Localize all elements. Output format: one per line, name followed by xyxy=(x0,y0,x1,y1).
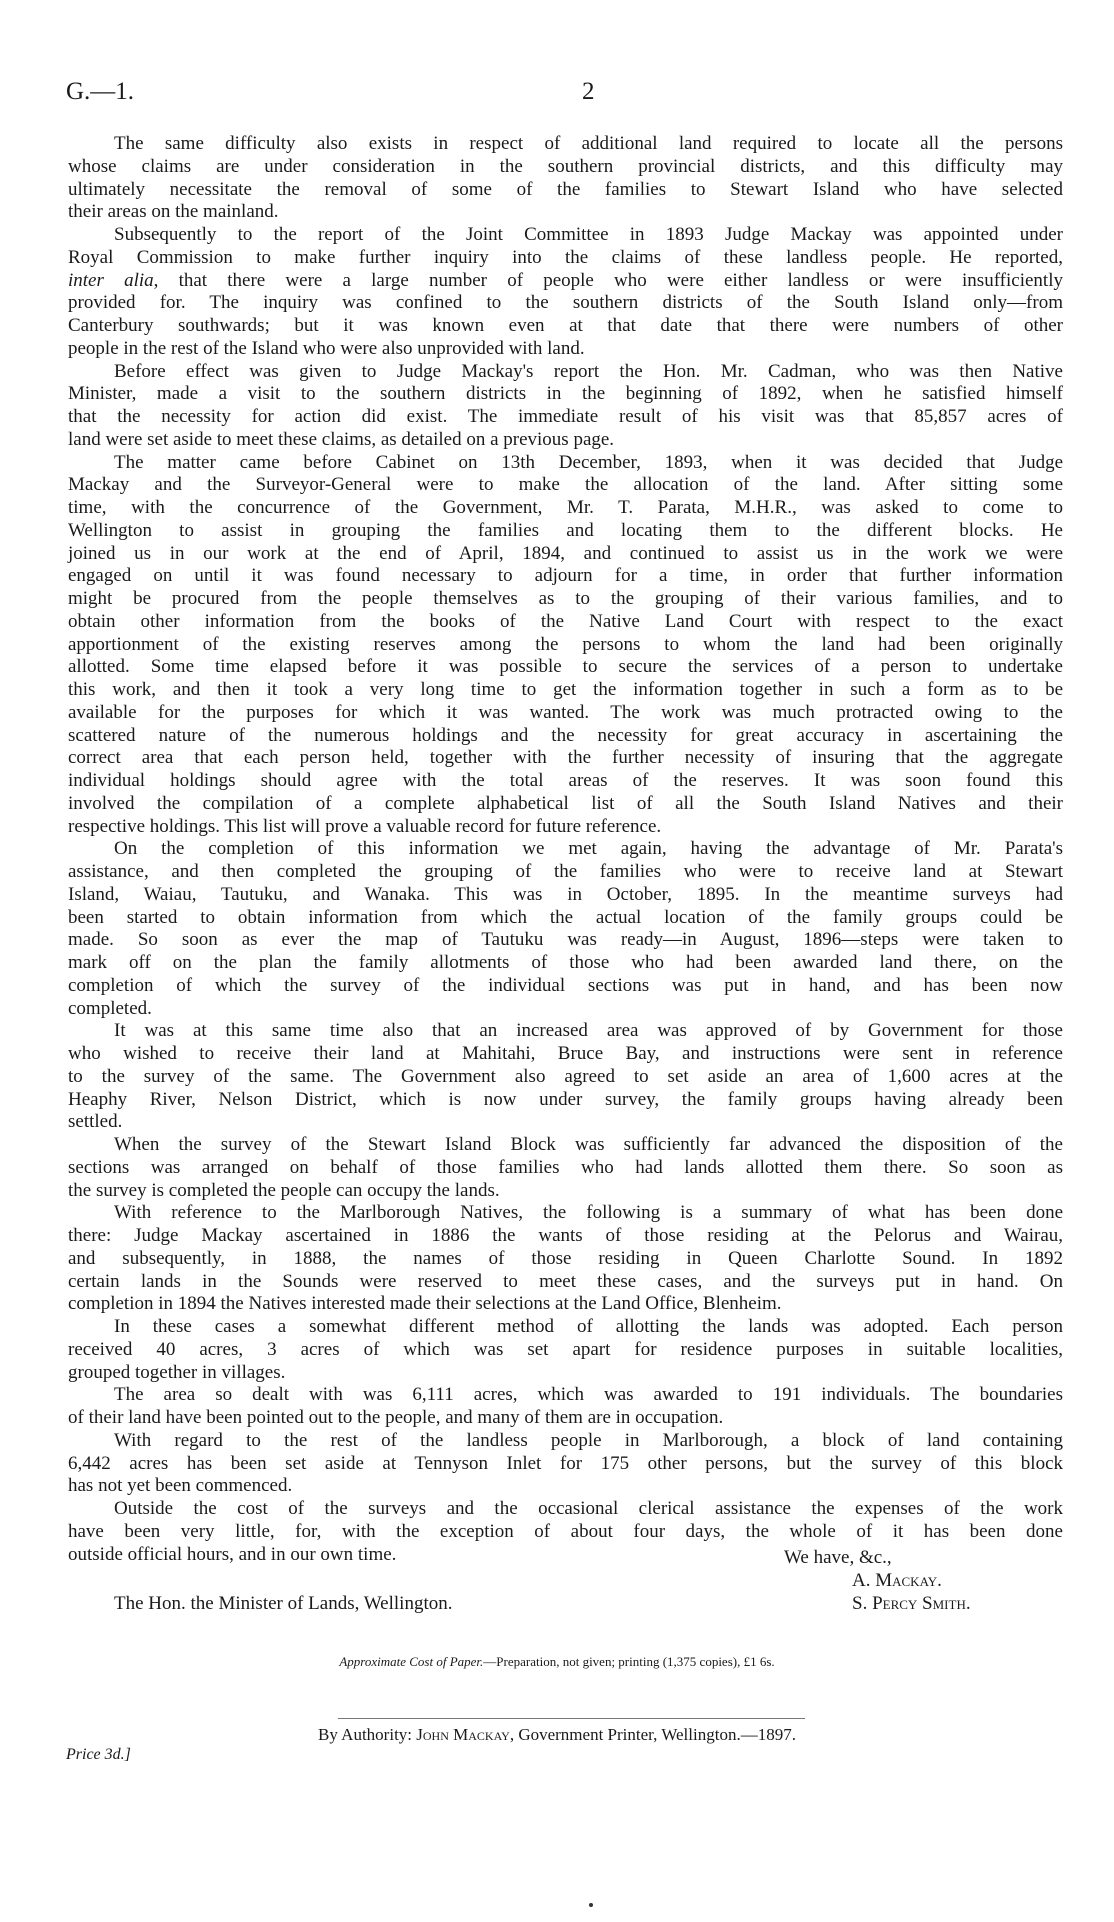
text-line: The same difficulty also exists in respect of additional land required to locate all the persons xyxy=(114,133,1063,154)
text-line: settled. xyxy=(68,1111,123,1133)
text-line: might be procured from the people themselves as to the grouping of their various families, and to xyxy=(68,588,1063,609)
text-line: who wished to receive their land at Mahitahi, Bruce Bay, and instructions were sent in reference xyxy=(68,1043,1063,1064)
text-line: The area so dealt with was 6,111 acres, which was awarded to 191 individuals. The boundaries xyxy=(114,1384,1063,1406)
text-line: there: Judge Mackay ascertained in 1886 the wants of those residing at the Pelorus and Wairau, xyxy=(68,1225,1063,1246)
text-line: Subsequently to the report of the Joint Committee in 1893 Judge Mackay was appointed under xyxy=(114,224,1063,245)
paragraph xyxy=(68,452,1063,839)
text-line: Island, Waiau, Tautuku, and Wanaka. This was in October, 1895. In the meantime surveys had xyxy=(68,883,1063,905)
text-line xyxy=(68,270,1063,293)
paragraph xyxy=(68,1020,1063,1134)
paragraph xyxy=(68,1384,1063,1430)
text-line: the survey is completed the people can occupy the lands. xyxy=(68,1179,500,1201)
footer-rule xyxy=(338,1718,805,1719)
signatory-s-percy-smith: S. Percy Smith. xyxy=(852,1593,971,1614)
text-line: provided for. The inquiry was confined to the southern districts of the South Island only—from xyxy=(68,292,1063,314)
text-line: When the survey of the Stewart Island Block was sufficiently far advanced the disposition of the xyxy=(114,1134,1063,1155)
paragraph xyxy=(68,1202,1063,1316)
paragraph xyxy=(68,1430,1063,1498)
text-line: this work, and then it took a very long time to get the information together in such a form as to be xyxy=(68,679,1063,700)
text-line: Royal Commission to make further inquiry into the claims of these landless people. He reported, xyxy=(68,246,1063,268)
text-line: outside official hours, and in our own time. xyxy=(68,1543,397,1565)
text-line: mark off on the plan the family allotments of those who had been awarded land there, on the xyxy=(68,952,1063,973)
price: Price 3d.] xyxy=(66,1746,131,1763)
page-number: 2 xyxy=(582,78,595,105)
text-line: available for the purposes for which it was wanted. The work was much protracted owing to the xyxy=(68,701,1063,723)
signatory-a-mackay: A. Mackay. xyxy=(852,1570,942,1591)
printer-name: John Mackay xyxy=(416,1725,510,1744)
text-line: scattered nature of the numerous holdings and the necessity for great accuracy in ascertaining the xyxy=(68,724,1063,746)
text-line: Minister, made a visit to the southern districts in the beginning of 1892, when he satisfied himself xyxy=(68,383,1063,405)
text-line: have been very little, for, with the exception of about four days, the whole of it has been done xyxy=(68,1520,1063,1542)
text-line: Before effect was given to Judge Mackay's report the Hon. Mr. Cadman, who was then Native xyxy=(114,360,1063,382)
text-line: received 40 acres, 3 acres of which was set apart for residence purposes in suitable localities, xyxy=(68,1338,1063,1360)
valediction: We have, &c., xyxy=(784,1547,892,1568)
text-line: The matter came before Cabinet on 13th December, 1893, when it was decided that Judge xyxy=(114,451,1063,473)
text-line: certain lands in the Sounds were reserved to meet these cases, and the surveys put in hand. On xyxy=(68,1270,1063,1292)
text-line: engaged on until it was found necessary to adjourn for a time, in order that further information xyxy=(68,565,1063,587)
text-line: land were set aside to meet these claims, as detailed on a previous page. xyxy=(68,428,615,450)
text-line: ultimately necessitate the removal of some of the families to Stewart Island who have selected xyxy=(68,178,1063,200)
text-line: 6,442 acres has been set aside at Tennyson Inlet for 175 other persons, but the survey of this block xyxy=(68,1452,1063,1474)
text-line: whose claims are under consideration in the southern provincial districts, and this difficulty may xyxy=(68,155,1063,177)
cost-text: —Preparation, not given; printing (1,375 copies), £1 6s. xyxy=(483,1654,775,1669)
line-text: , that there were a large number of people who were either landless or were insufficiently xyxy=(153,269,1063,291)
text-line: With reference to the Marlborough Natives, the following is a summary of what has been done xyxy=(114,1202,1063,1224)
text-line: involved the compilation of a complete alphabetical list of all the South Island Natives and their xyxy=(68,792,1063,814)
text-line: It was at this same time also that an increased area was approved of by Government for those xyxy=(114,1020,1063,1042)
text-line: joined us in our work at the end of April, 1894, and continued to assist us in the work we were xyxy=(68,542,1063,564)
text-line: respective holdings. This list will prove a valuable record for future reference. xyxy=(68,815,662,837)
text-line: In these cases a somewhat different method of allotting the lands was adopted. Each person xyxy=(114,1316,1063,1337)
text-line: people in the rest of the Island who were also unprovided with land. xyxy=(68,337,585,359)
text-line: and subsequently, in 1888, the names of those residing in Queen Charlotte Sound. In 1892 xyxy=(68,1247,1063,1269)
text-line: Mackay and the Surveyor-General were to make the allocation of the land. After sitting some xyxy=(68,474,1063,496)
text-line: grouped together in villages. xyxy=(68,1361,286,1383)
text-line: Heaphy River, Nelson District, which is now under survey, the family groups having already been xyxy=(68,1088,1063,1110)
text-line: apportionment of the existing reserves among the persons to whom the land had been originally xyxy=(68,633,1063,655)
text-line: completed. xyxy=(68,997,152,1019)
authority-prefix: By Authority: xyxy=(318,1725,417,1744)
paragraph xyxy=(68,1316,1063,1384)
text-line: Wellington to assist in grouping the families and locating them to the different blocks. He xyxy=(68,519,1063,541)
paragraph xyxy=(68,1134,1063,1202)
text-line: Outside the cost of the surveys and the occasional clerical assistance the expenses of the work xyxy=(114,1498,1063,1519)
text-line: With regard to the rest of the landless people in Marlborough, a block of land containing xyxy=(114,1429,1063,1451)
text-line: time, with the concurrence of the Government, Mr. T. Parata, M.H.R., was asked to come to xyxy=(68,497,1063,518)
letter-body xyxy=(68,133,1063,1566)
text-line: obtain other information from the books of the Native Land Court with respect to the exact xyxy=(68,610,1063,632)
text-line: that the necessity for action did exist. The immediate result of his visit was that 85,857 acres of xyxy=(68,406,1063,427)
paragraph xyxy=(68,224,1063,361)
text-line: of their land have been pointed out to the people, and many of them are in occupation. xyxy=(68,1407,724,1428)
printer-imprint xyxy=(0,1725,1114,1745)
text-line: completion in 1894 the Natives interested made their selections at the Land Office, Blenheim. xyxy=(68,1293,782,1315)
text-line: has not yet been commenced. xyxy=(68,1475,293,1497)
authority-suffix: , Government Printer, Wellington.—1897. xyxy=(509,1725,796,1744)
print-speck xyxy=(589,1903,593,1907)
addressee: The Hon. the Minister of Lands, Wellington. xyxy=(114,1593,453,1614)
text-line: On the completion of this information we met again, having the advantage of Mr. Parata's xyxy=(114,838,1063,860)
cost-of-paper-note xyxy=(0,1654,1114,1670)
text-line: to the survey of the same. The Government also agreed to set aside an area of 1,600 acres at the xyxy=(68,1065,1063,1087)
italic-phrase: inter alia xyxy=(68,269,154,291)
text-line: individual holdings should agree with the total areas of the reserves. It was soon found this xyxy=(68,770,1063,791)
paragraph xyxy=(68,133,1063,224)
text-line: sections was arranged on behalf of those families who had lands allotted them there. So soon as xyxy=(68,1156,1063,1178)
paragraph xyxy=(68,1498,1063,1566)
paragraph xyxy=(68,361,1063,452)
text-line: correct area that each person held, together with the further necessity of insuring that the aggregate xyxy=(68,747,1063,769)
cost-label: Approximate Cost of Paper. xyxy=(339,1654,484,1669)
text-line: allotted. Some time elapsed before it was possible to secure the services of a person to undertake xyxy=(68,656,1063,678)
text-line: assistance, and then completed the grouping of the families who were to receive land at Stewart xyxy=(68,861,1063,882)
text-line: been started to obtain information from which the actual location of the family groups could be xyxy=(68,906,1063,928)
text-line: Canterbury southwards; but it was known even at that date that there were numbers of other xyxy=(68,315,1063,336)
document-reference: G.—1. xyxy=(66,78,135,105)
text-line: completion of which the survey of the individual sections was put in hand, and has been now xyxy=(68,974,1063,996)
paragraph xyxy=(68,838,1063,1020)
text-line: their areas on the mainland. xyxy=(68,201,279,223)
text-line: made. So soon as ever the map of Tautuku was ready—in August, 1896—steps were taken to xyxy=(68,929,1063,951)
